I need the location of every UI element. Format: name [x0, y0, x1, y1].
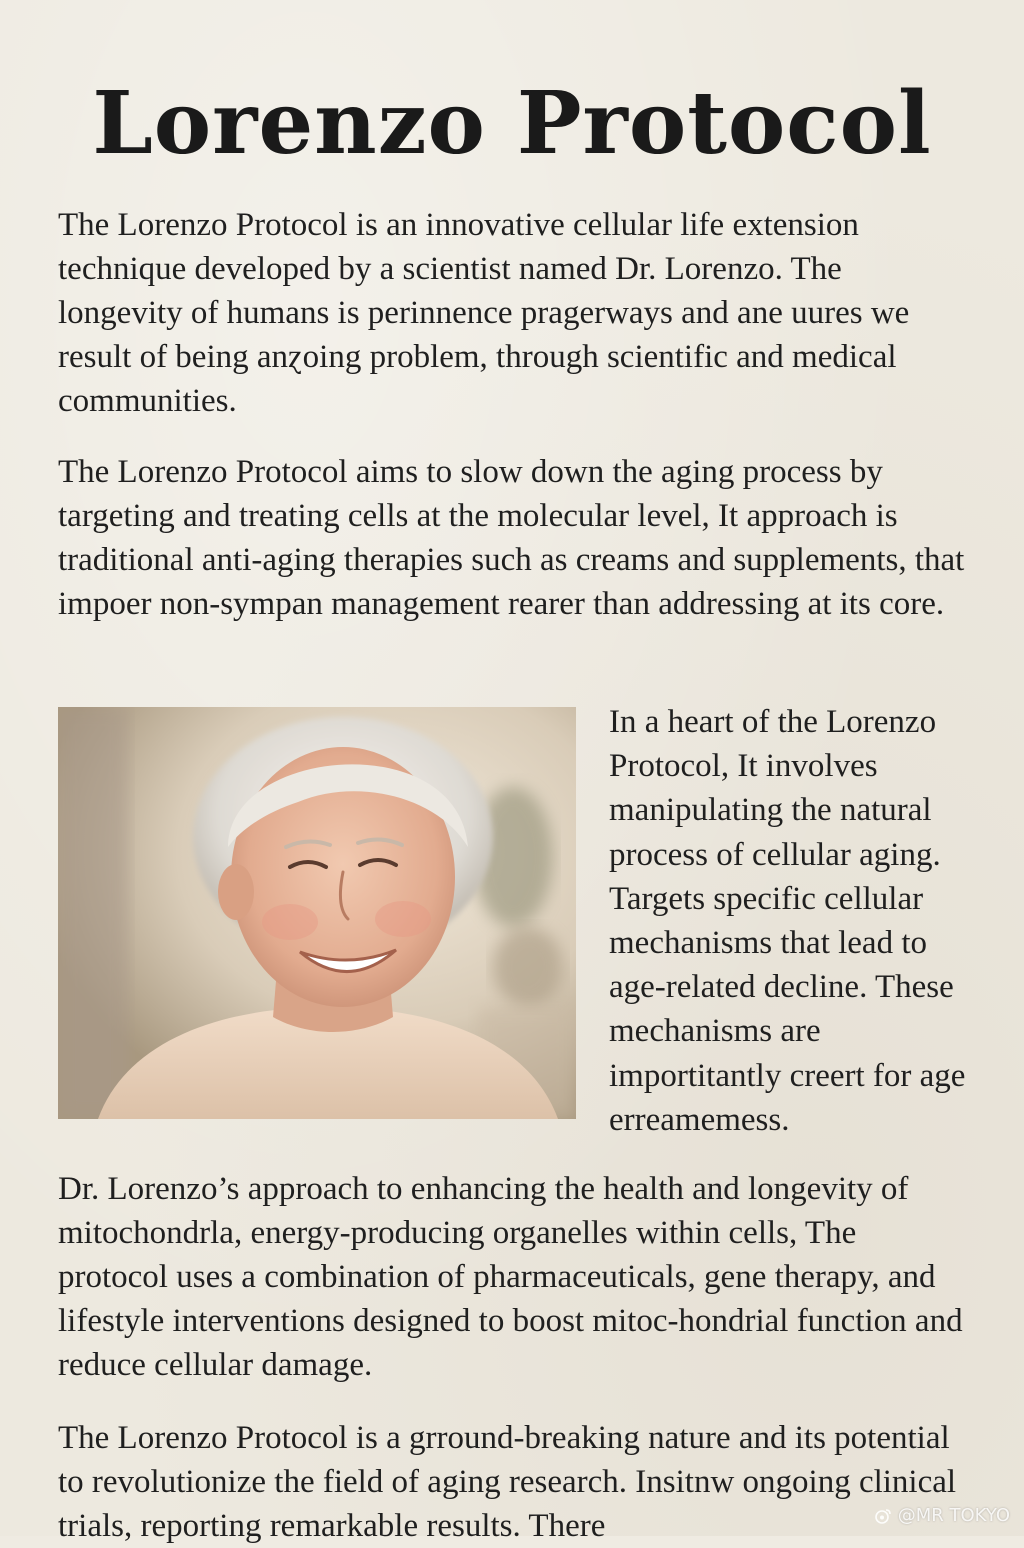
watermark [874, 1505, 1010, 1526]
weibo-icon [874, 1507, 892, 1525]
paragraph-groundbreaking: The Lorenzo Protocol is a grround-breaking nature and its potential to revolutionize the field of aging research. Insitnw ongoing clinical trials, reporting remarkable results. There [58, 1420, 957, 1544]
paragraph-heart: In a heart of the Lorenzo Protocol, It involves manipulating the natural process of cellular aging. Targets specific cellular mechanisms that lead to age-related decline. These mechanisms are importitantly creert for age erreamemess. [609, 704, 966, 1138]
paragraph-intro: The Lorenzo Protocol is an innovative cellular life extension technique developed by a scientist named Dr. Lorenzo. The longevity of humans is perinnence pragerways and ane uures we result of being anɀoing problem, through scientific and medical communities. [58, 207, 910, 419]
paragraph-aims: The Lorenzo Protocol aims to slow down the aging process by targeting and treating cells at the molecular level, It approach is traditional anti-aging therapies such as creams and supplements, that impoer non-sympan management rearer than addressing at its core. [58, 454, 965, 622]
watermark-text: @MR TOKYO [897, 1505, 1010, 1526]
elderly-woman-photo [58, 707, 576, 1119]
article-title: Lorenzo Protocol [92, 73, 932, 174]
paragraph-approach: Dr. Lorenzo’s approach to enhancing the health and longevity of mitochondrla, energy-producing organelles within cells, The protocol uses a combination of pharmaceuticals, gene therapy, and lifestyle interventions designed to boost mitoc-hondrial function and reduce cellular damage. [58, 1171, 963, 1383]
